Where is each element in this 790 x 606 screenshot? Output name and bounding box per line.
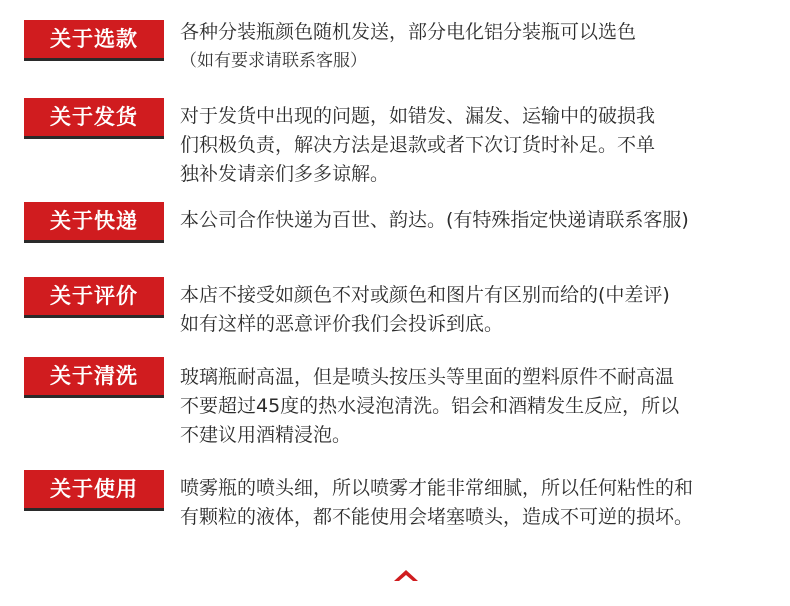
description-line: 本店不接受如颜色不对或颜色和图片有区别而给的(中差评) [180, 284, 670, 306]
section-description [180, 102, 780, 189]
section-tag: 关于发货 [24, 98, 164, 136]
description-line: 不建议用酒精浸泡。 [180, 424, 352, 446]
description-line: 本公司合作快递为百世、韵达。(有特殊指定快递请联系客服) [180, 209, 689, 231]
description-line: 玻璃瓶耐高温，但是喷头按压头等里面的塑料原件不耐高温 [180, 366, 675, 388]
description-line: 各种分装瓶颜色随机发送，部分电化铝分装瓶可以选色 [180, 21, 637, 43]
section-description [180, 474, 780, 532]
description-line: 们积极负责，解决方法是退款或者下次订货时补足。不单 [180, 134, 656, 156]
section-description [180, 363, 780, 450]
description-line: 有颗粒的液体，都不能使用会堵塞喷头，造成不可逆的损坏。 [180, 506, 694, 528]
section-tag: 关于评价 [24, 277, 164, 315]
description-line: 对于发货中出现的问题，如错发、漏发、运输中的破损我 [180, 105, 656, 127]
description-line: 独补发请亲们多多谅解。 [180, 163, 390, 185]
section-tag: 关于选款 [24, 20, 164, 58]
chevron-up-icon[interactable] [392, 567, 420, 583]
description-line: 不要超过45度的热水浸泡清洗。铝会和酒精发生反应，所以 [180, 395, 680, 417]
description-line: （如有要求请联系客服） [180, 51, 367, 71]
section-tag: 关于清洗 [24, 357, 164, 395]
section-tag: 关于使用 [24, 470, 164, 508]
description-line: 如有这样的恶意评价我们会投诉到底。 [180, 313, 504, 335]
section-description [180, 281, 780, 339]
section-tag: 关于快递 [24, 202, 164, 240]
description-line: 喷雾瓶的喷头细，所以喷雾才能非常细腻，所以任何粘性的和 [180, 477, 694, 499]
section-description [180, 18, 780, 76]
section-description [180, 206, 780, 235]
